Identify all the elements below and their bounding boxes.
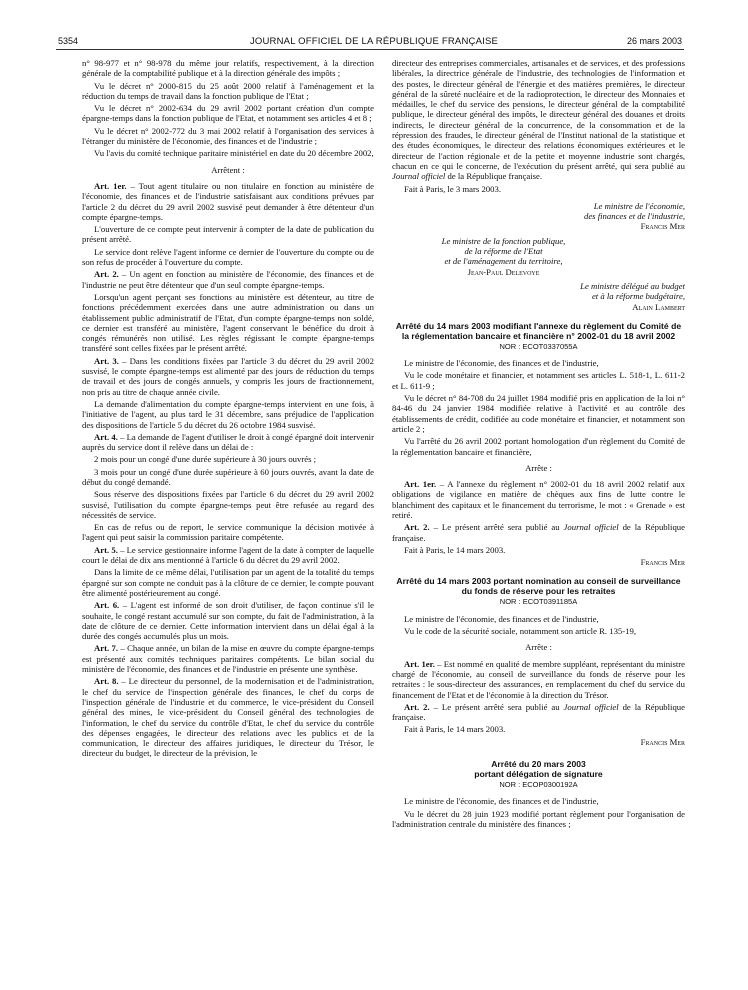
journal-officiel-ref: Journal officiel xyxy=(563,522,619,533)
signatory: Alain Lambert xyxy=(632,301,685,312)
signature-name xyxy=(392,557,685,567)
nor-reference: NOR : ECOT0337055A xyxy=(499,341,578,351)
page-header xyxy=(0,0,748,47)
text-run: de la République française. xyxy=(392,701,686,723)
signature-name xyxy=(392,267,685,277)
article-label: Art. 1er. xyxy=(404,479,437,490)
paragraph: Le ministre de l'économie, des finances et de l'industrie, xyxy=(404,613,599,624)
article-2 xyxy=(392,522,685,543)
nor-reference: NOR : ECOP0300192A xyxy=(499,780,578,790)
paragraph: Vu le décret n° 2000-815 du 25 août 2000 relatif à l'aménagement et la réduction du temps de travail dans la fonction publique de l'Etat ; xyxy=(82,80,374,101)
arrete-heading: Arrête : xyxy=(525,462,552,473)
left-column xyxy=(82,58,374,761)
signature-title: Le ministre de la fonction publique, xyxy=(441,235,566,246)
paragraph: La demande d'alimentation du compte épargne-temps intervient en une fois, à l'initiative de l'agent, au plus tard le 31 décembre, sans préjudice de l'application des dispositions de l'article 5 du décret du 26 octobre 1984 susvisé. xyxy=(82,398,374,430)
article-text: – A l'annexe du règlement n° 2002-01 du 18 avril 2002 relatif aux obligations de vigilance en matière de chèques aux fins de lutte contre le blanchiment des capitaux et le financement du terrorisme, le mot : « Grenade » est retiré. xyxy=(392,479,685,520)
fait-a-paris: Fait à Paris, le 3 mars 2003. xyxy=(404,183,501,194)
article-text: – Est nommé en qualité de membre suppléant, représentant du ministre chargé de l'économie, au conseil de surveillance du fonds de réserve pour les retraites : le sous-directeur des assurances, en remplacement du chef du service du financement de l'Etat et de l'économie à la direction du Trésor. xyxy=(392,658,685,700)
signature-name xyxy=(392,302,685,312)
paragraph: Vu le décret n° 2002-634 du 29 avril 2002 portant création d'un compte épargne-temps dans la fonction publique de l'Etat, et notamment ses articles 4 et 8 ; xyxy=(82,103,374,124)
article-1 xyxy=(392,479,685,520)
signatory: Francis Mer xyxy=(640,557,685,568)
article-label: Art. 2. xyxy=(94,269,119,280)
paragraph: Lorsqu'un agent perçant ses fonctions au ministère est détenteur, au titre de fonctions précédemment exercées dans une autre administration ou dans un établissement public administratif de l'Etat, d'un compte épargne-temps non soldé, ce dernier est transféré au ministère, l'agent conservant le bénéfice du droit à congés rémunérés non utilisé. Les règles régissant le compte épargne-temps transféré sont celles fixées par le présent arrêté. xyxy=(82,291,374,354)
signature-title: de la réforme de l'Etat xyxy=(464,246,543,257)
article-3 xyxy=(82,356,374,397)
paragraph: Vu le décret n° 2002-772 du 3 mai 2002 relatif à l'organisation des services à l'étranger du ministère de l'économie, des finances et de l'industrie ; xyxy=(82,125,374,147)
article-2 xyxy=(82,269,374,290)
signature-title: et de l'aménagement du territoire, xyxy=(444,256,563,267)
header-rule xyxy=(56,49,684,50)
journal-officiel-ref: Journal officiel xyxy=(563,701,619,712)
paragraph: Dans la limite de ce même délai, l'utilisation par un agent de la totalité du temps épargné sur son compte ne conduit pas à la clôture de ce dernier, le compte pouvant être alimenté postérieurement au congé. xyxy=(82,567,374,598)
signature-title: Le ministre délégué au budget xyxy=(580,280,685,291)
article-7 xyxy=(82,643,374,674)
article-label: Art. 1er. xyxy=(404,658,435,669)
paragraph xyxy=(392,58,685,182)
right-column xyxy=(392,58,685,831)
paragraph: Vu le décret n° 84-708 du 24 juillet 1984 modifié pris en application de la loi n° 84-46 du 24 janvier 1984 modifiée relative à l'activité et au contrôle des établissements de crédit, codifiée au code monétaire et financier, et notamment son article 2 ; xyxy=(392,393,685,434)
article-text: – Un agent en fonction au ministère de l'économie, des finances et de l'industrie ne peut être détenteur que d'un seul compte épargne-temps. xyxy=(82,269,374,290)
article-text: – La demande de l'agent d'utiliser le droit à congé épargné doit intervenir auprès du service dont il relève dans un délai de : xyxy=(82,431,374,453)
article-1 xyxy=(392,659,685,700)
signatory: Jean-Paul Delevoye xyxy=(467,266,540,277)
arretent-heading: Arrêtent : xyxy=(211,164,245,175)
article-label: Art. 4. xyxy=(94,431,118,442)
fait-a-paris: Fait à Paris, le 14 mars 2003. xyxy=(404,544,506,555)
journal-title: JOURNAL OFFICIEL DE LA RÉPUBLIQUE FRANÇAISE xyxy=(249,36,499,47)
signatory: Francis Mer xyxy=(640,221,685,232)
article-label: Art. 5. xyxy=(94,544,118,555)
journal-officiel-ref: Journal officiel xyxy=(392,171,446,182)
article-label: Art. 1er. xyxy=(94,180,127,191)
article-label: Art. 7. xyxy=(94,643,119,654)
paragraph: En cas de refus ou de report, le service communique la décision motivée à l'agent qui peut saisir la commission paritaire compétente. xyxy=(82,522,374,543)
nor-reference: NOR : ECOT0391185A xyxy=(499,597,578,607)
article-text: – Le service gestionnaire informe l'agent de la date à compter de laquelle court le délai de dix ans mentionné à l'article 6 du décret du 29 avril 2002. xyxy=(82,544,374,566)
text-run: directeur des entreprises commerciales, artisanales et de services, et des professions libérales, la directrice générale de l'industrie, des technologies de l'information et des postes, le directeur général de l'énergie et des matières premières, le directeur général de la sûreté nucléaire et de la radioprotection, le directeur des Monnaies et médailles, le chef du service des pensions, le directeur général de la comptabilité publique, le directeur général des impôts, le directeur général des douanes et droits indirects, le directeur général de la concurrence, de la consommation et de la répression des fraudes, le directeur général de l'Institut national de la statistique et des études économiques, le directeur des relations économiques extérieures et le directeur de l'action régionale et de la petite et moyenne industrie sont chargés, chacun en ce qui le concerne, de l'exécution du présent arrêté, qui sera publié au xyxy=(392,58,685,171)
decree-heading: portant délégation de signature xyxy=(474,769,603,780)
paragraph: Sous réserve des dispositions fixées par l'article 6 du décret du 29 avril 2002 susvisé, l'utilisation du compte épargne-temps peut être refusée au regard des nécessités de service. xyxy=(82,489,374,520)
paragraph: L'ouverture de ce compte peut intervenir à compter de la date de publication du présent arrêté. xyxy=(82,224,374,245)
paragraph: Vu le décret du 28 juin 1923 modifié portant règlement pour l'organisation de l'administration centrale du ministère des finances ; xyxy=(392,808,685,829)
text-run: de la République française. xyxy=(392,522,686,543)
arrete-heading: Arrête : xyxy=(525,642,552,653)
article-6 xyxy=(82,600,374,641)
paragraph: Le service dont relève l'agent informe ce dernier de l'ouverture du compte ou de son refus de procéder à l'ouverture du compte. xyxy=(82,246,374,268)
signatory: Francis Mer xyxy=(640,736,685,747)
article-2 xyxy=(392,702,685,723)
decree-heading: Arrêté du 14 mars 2003 modifiant l'annexe du règlement du Comité de la réglementation bancaire et financière n° 2002-01 du 18 avril 2002 xyxy=(395,320,682,341)
article-4 xyxy=(82,432,374,453)
article-text: – Le présent arrêté sera publié au xyxy=(429,522,564,533)
text-run: de la République française. xyxy=(445,171,543,182)
decree-heading: Arrêté du 20 mars 2003 xyxy=(491,759,586,770)
paragraph: Vu l'arrêté du 26 avril 2002 portant homologation d'un règlement du Comité de la réglementation bancaire et financière, xyxy=(392,436,685,457)
page-number: 5354 xyxy=(58,36,79,46)
decree-heading: Arrêté du 14 mars 2003 portant nomination au conseil de surveillance du fonds de réserve pour les retraites xyxy=(396,576,681,597)
article-text: – L'agent est informé de son droit d'utiliser, de façon continue s'il le souhaite, le congé restant accumulé sur son compte, du fait de l'administration, à la date de clôture de ce dernier. Cette information intervient dans un délai égal à la durée des congés accumulés plus un mois. xyxy=(82,600,374,642)
article-label: Art. 6. xyxy=(94,600,120,611)
signature-title: des finances et de l'industrie, xyxy=(583,211,685,222)
paragraph: Vu le code monétaire et financier, et notamment ses articles L. 518-1, L. 611-2 et L. 611-9 ; xyxy=(392,370,685,391)
article-text: – Le directeur du personnel, de la modernisation et de l'administration, le chef du service de l'inspection générale des finances, le chef du corps de l'inspection générale de l'industrie et du commerce, le vice-président du Conseil général des mines, le vice-président du Conseil général des technologies de l'information, le chef du service du contrôle d'Etat, le chef du service du contrôle des dépenses engagées, le directeur des relations avec les publics et de la communication, le directeur des affaires juridiques, le directeur du Trésor, le directeur du budget, le directeur de la prévision, le xyxy=(82,676,374,759)
signature-name xyxy=(392,737,685,747)
paragraph: Vu le code de la sécurité sociale, notamment son article R. 135-19, xyxy=(404,626,637,637)
article-8 xyxy=(82,676,374,758)
signature-title: et à la réforme budgétaire, xyxy=(591,291,685,302)
article-label: Art. 2. xyxy=(404,701,430,712)
paragraph: 2 mois pour un congé d'une durée supérieure à 30 jours ouvrés ; xyxy=(94,454,317,465)
paragraph: Le ministre de l'économie, des finances et de l'industrie, xyxy=(404,796,599,807)
article-1 xyxy=(82,181,374,222)
article-label: Art. 2. xyxy=(404,522,430,533)
article-5 xyxy=(82,545,374,566)
paragraph: Vu l'avis du comité technique paritaire ministériel en date du 20 décembre 2002, xyxy=(94,148,374,159)
article-label: Art. 3. xyxy=(94,355,119,366)
paragraph: Le ministre de l'économie, des finances et de l'industrie, xyxy=(404,358,599,369)
fait-a-paris: Fait à Paris, le 14 mars 2003. xyxy=(404,724,506,735)
article-text: – Tout agent titulaire ou non titulaire en fonction au ministère de l'économie, des finances et de l'industrie satisfaisant aux conditions prévues par l'article 2 du décret du 29 avril 2002 susvisé peut demander à être détenteur d'un compte épargne-temps. xyxy=(82,180,374,222)
issue-date: 26 mars 2003 xyxy=(626,36,682,46)
paragraph: 3 mois pour un congé d'une durée supérieure à 60 jours ouvrés, avant la date de début du congé demandé. xyxy=(82,466,374,487)
paragraph: n° 98-977 et n° 98-978 du même jour relatifs, respectivement, à la direction générale de la comptabilité publique et à la direction générale des impôts ; xyxy=(82,58,374,79)
article-text: – Chaque année, un bilan de la mise en œuvre du compte épargne-temps est présenté aux comités techniques paritaires compétents. Le bilan social du ministère de l'économie, des finances et de l'industrie en présente une synthèse. xyxy=(82,643,374,675)
article-text: – Dans les conditions fixées par l'article 3 du décret du 29 avril 2002 susvisé, le compte épargne-temps est alimenté par des jours de réduction du temps de travail et des jours de congés annuels, y compris les jours de fractionnement, non pris au titre de chaque année civile. xyxy=(82,355,374,397)
signature-title: Le ministre de l'économie, xyxy=(593,200,685,211)
signature-name xyxy=(392,221,685,231)
article-text: – Le présent arrêté sera publié au xyxy=(429,701,564,712)
article-label: Art. 8. xyxy=(94,676,119,687)
